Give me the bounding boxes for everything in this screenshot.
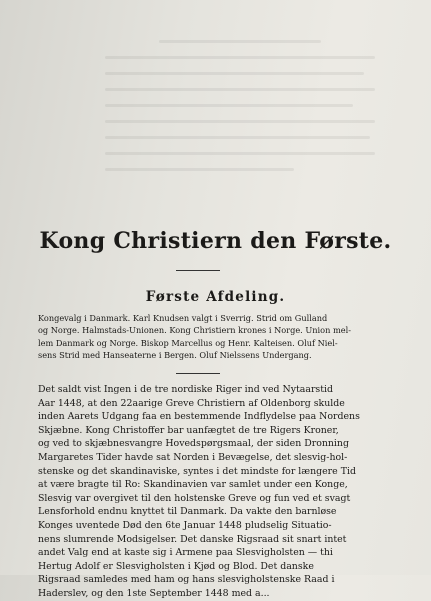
body-line: Lensforhold endnu knyttet til Danmark. Da vakte den barnløse — [38, 506, 337, 518]
body-line: Rigsraad samledes med ham og hans slesvigholstenske Raad i — [38, 574, 335, 586]
body-line: andet Valg end at kaste sig i Armene paa Slesvigholsten — thi — [38, 547, 333, 559]
body-line: og ved to skjæbnesvangre Hovedspørgsmaal, der siden Dronning — [38, 438, 349, 450]
section-title: Første Afdeling. — [145, 289, 286, 305]
summary-line: og Norge. Halmstads-Unionen. Kong Christiern krones i Norge. Union mel- — [38, 325, 351, 336]
body-line: Hertug Adolf er Slesvigholsten i Kjød og Blod. Det danske — [38, 560, 314, 572]
body-line: Margaretes Tider havde sat Norden i Bevægelse, det slesvig-hol- — [38, 451, 348, 463]
body-line: Det saldt vist Ingen i de tre nordiske Riger ind ved Nytaarstid — [38, 384, 334, 395]
body-line: Konges uventede Død den 6te Januar 1448 pludselig Situatio- — [38, 519, 332, 531]
summary-line: lem Danmark og Norge. Biskop Marcellus og Henr. Kalteisen. Oluf Niel- — [38, 337, 338, 348]
bleed-through-text — [105, 40, 375, 200]
summary-line: sens Strid med Hanseaterne i Bergen. Oluf Nielssens Undergang. — [38, 349, 312, 360]
body-line: inden Aarets Udgang faa en bestemmende Indflydelse paa Nordens — [38, 411, 360, 423]
title-rule — [176, 270, 220, 271]
chapter-title: Kong Christiern den Første. — [39, 228, 392, 254]
body-line: at være bragte til Ro: Skandinavien var samlet under een Konge, — [38, 479, 348, 491]
body-line: Aar 1448, at den 22aarige Greve Christiern af Oldenborg skulde — [38, 397, 345, 409]
chapter-summary — [38, 312, 398, 361]
summary-rule — [176, 373, 220, 374]
body-line: Haderslev, og den 1ste September 1448 med a... — [38, 587, 270, 599]
body-line: nens slumrende Modsigelser. Det danske Rigsraad sit snart intet — [38, 533, 347, 545]
body-text — [38, 383, 408, 601]
body-line: stenske og det skandinaviske, syntes i det mindste for længere Tid — [38, 465, 356, 477]
summary-line: Kongevalg i Danmark. Karl Knudsen valgt i Sverrig. Strid om Gulland — [38, 313, 328, 323]
body-line: Slesvig var overgivet til den holstenske Greve og fun ved et svagt — [38, 492, 351, 504]
body-line: Skjæbne. Kong Christoffer bar uanfægtet de tre Rigers Kroner, — [38, 424, 339, 436]
